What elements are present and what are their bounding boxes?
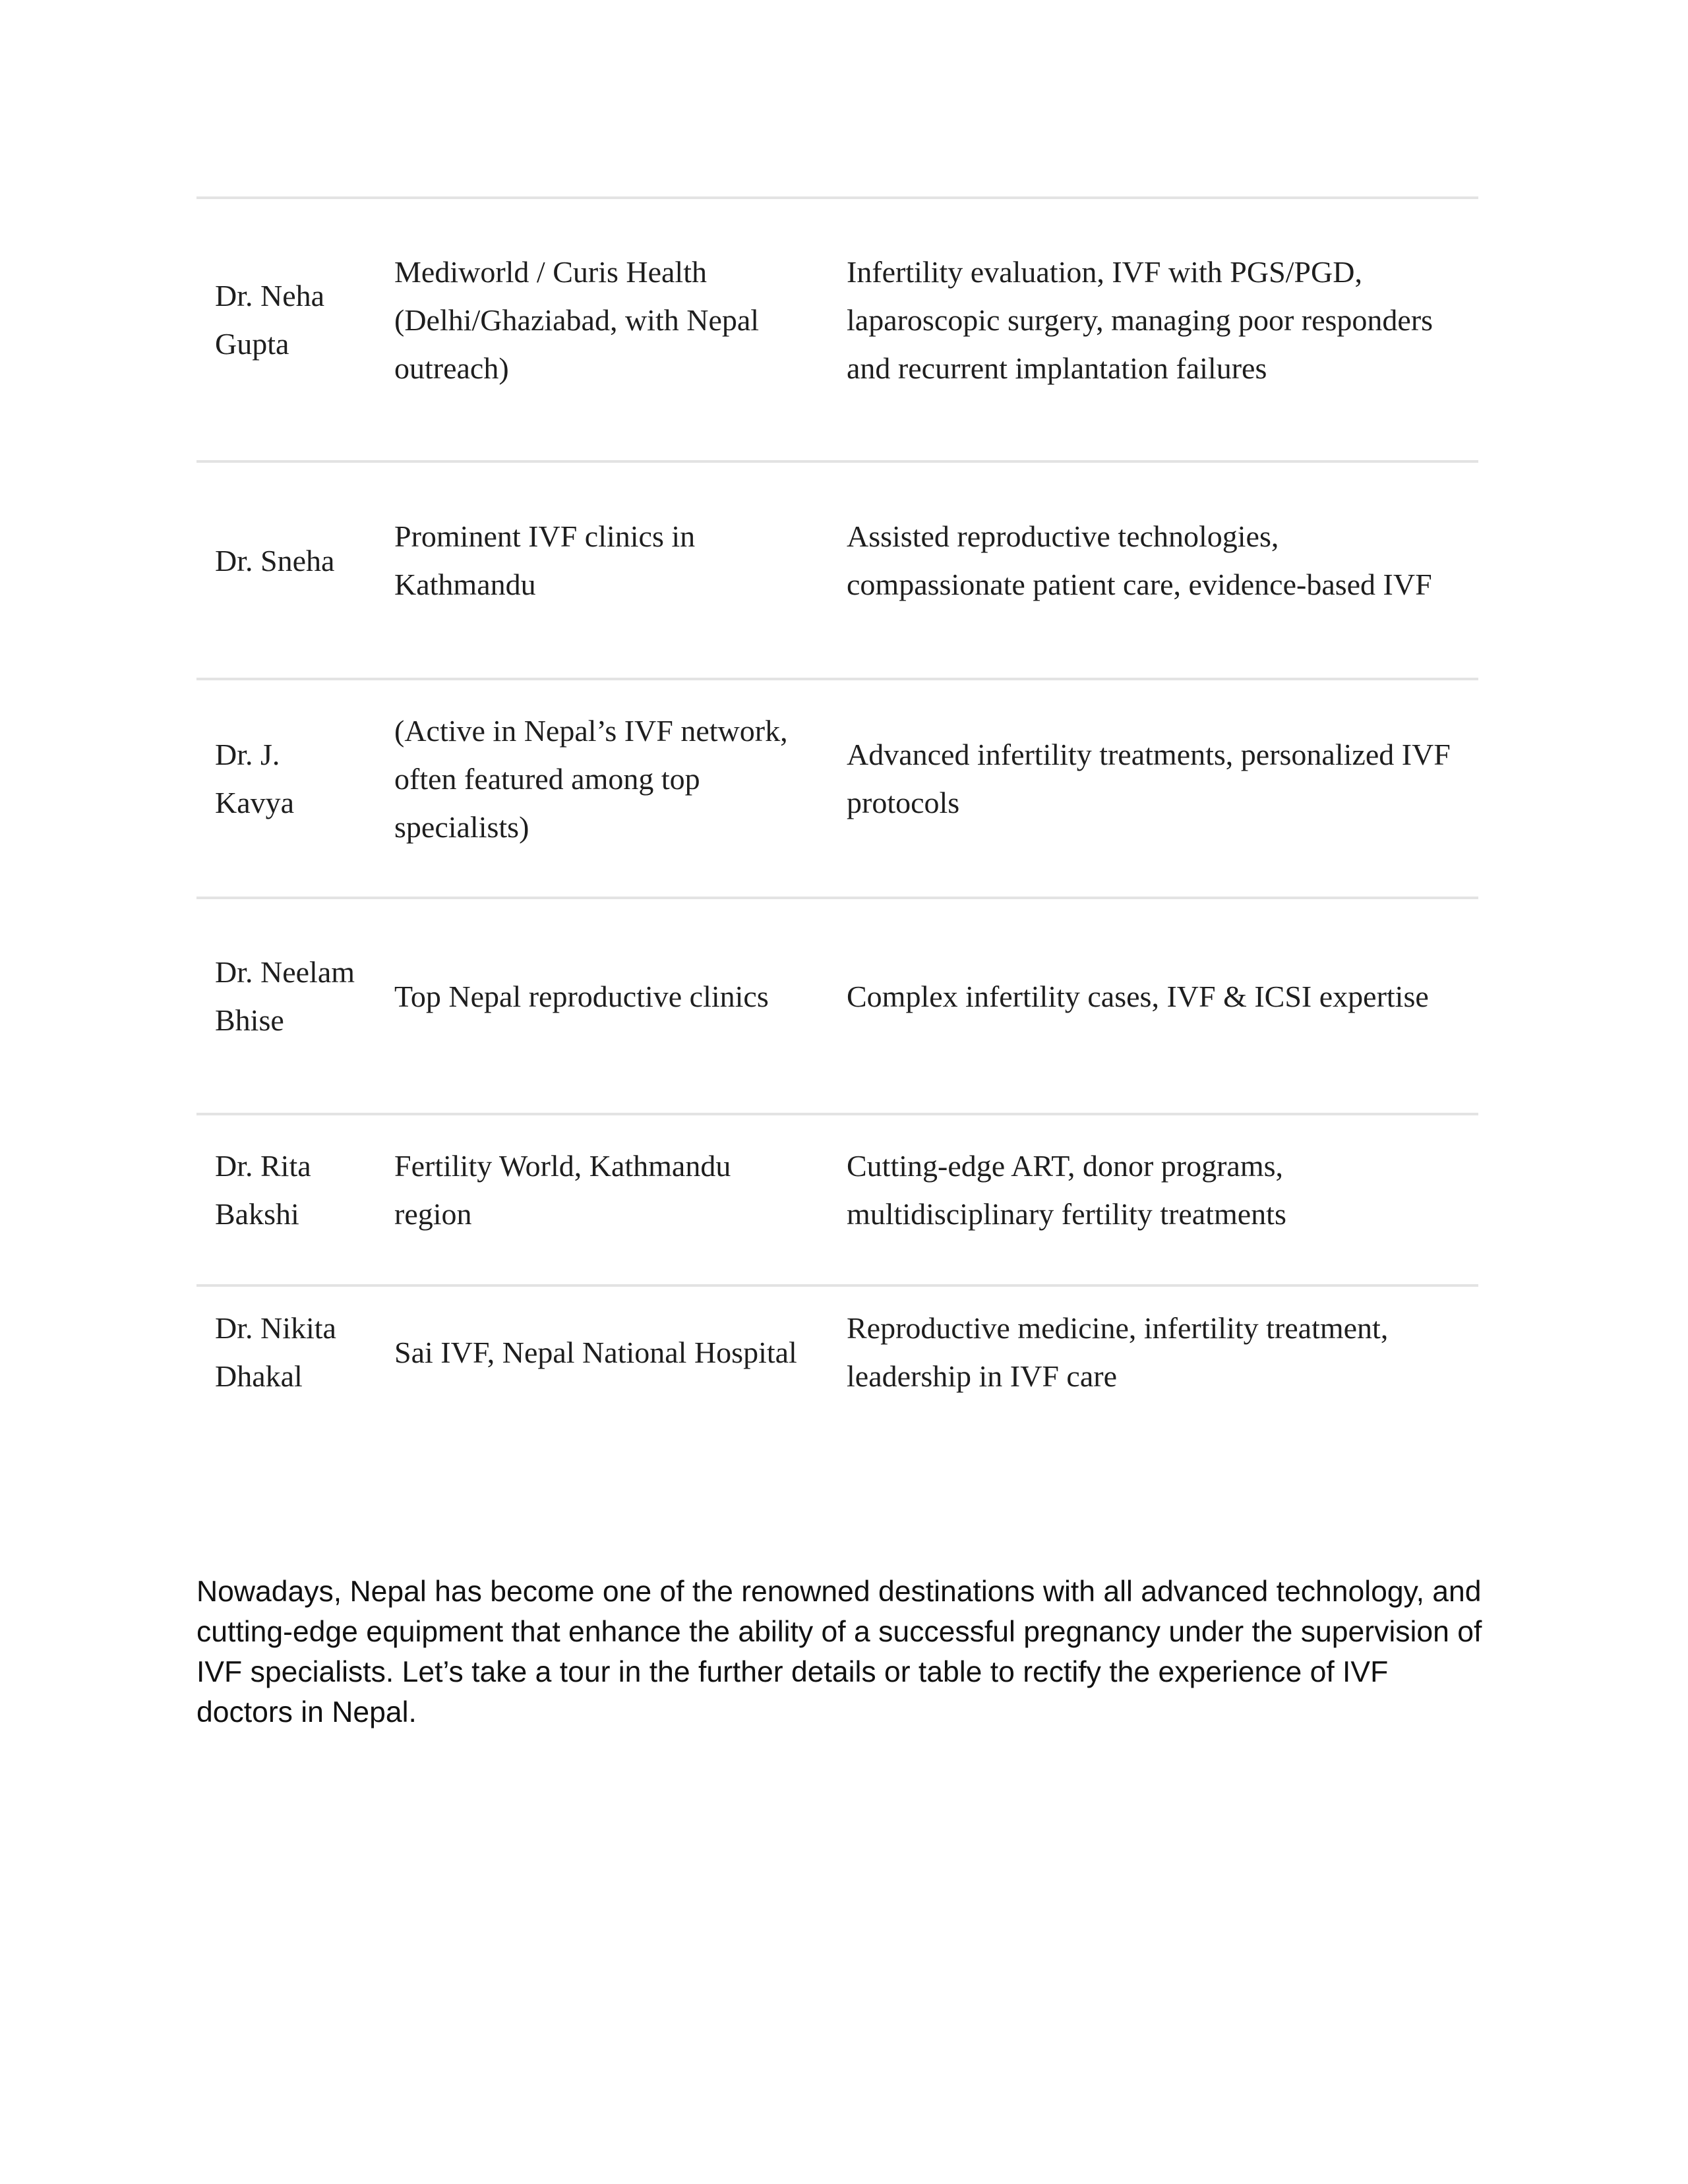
doctor-specialization: Advanced infertility treatments, personalized IVF protocols (847, 738, 1451, 819)
doctor-clinic: Sai IVF, Nepal National Hospital (394, 1335, 797, 1369)
doctor-clinic: Mediworld / Curis Health (Delhi/Ghaziabad, with Nepal outreach) (394, 254, 760, 385)
table-row (196, 461, 1478, 679)
doctor-name: Dr. Rita Bakshi (215, 1149, 311, 1231)
doctor-clinic: Prominent IVF clinics in Kathmandu (394, 519, 696, 601)
table-row (196, 1114, 1478, 1285)
doctor-specialization: Reproductive medicine, infertility treatment, leadership in IVF care (847, 1311, 1389, 1393)
doctor-name: Dr. Nikita Dhakal (215, 1311, 336, 1393)
doctor-clinic: (Active in Nepal’s IVF network, often featured among top specialists) (394, 713, 788, 844)
doctor-specialization: Complex infertility cases, IVF & ICSI expertise (847, 979, 1429, 1013)
table-row (196, 1285, 1478, 1437)
table-row (196, 679, 1478, 898)
table-row (196, 198, 1478, 461)
doctor-name: Dr. J. Kavya (215, 738, 295, 819)
doctor-specialization: Infertility evaluation, IVF with PGS/PGD, laparoscopic surgery, managing poor responders and recurrent implantation failures (847, 254, 1433, 385)
intro-paragraph: Nowadays, Nepal has become one of the renowned destinations with all advanced technology, and cutting-edge equipment that enhance the ability of a successful pregnancy under the supervision of IVF specialists. Let’s take a tour in the further details or table to rectify the experience of IVF doctors in Nepal. (196, 1576, 1482, 1728)
doctor-name: Dr. Sneha (215, 543, 335, 577)
doctor-clinic: Fertility World, Kathmandu region (394, 1149, 731, 1231)
doctor-clinic: Top Nepal reproductive clinics (394, 979, 769, 1013)
doctor-specialization: Assisted reproductive technologies, compassionate patient care, evidence-based IVF (847, 519, 1432, 601)
doctor-name: Dr. Neelam Bhise (215, 955, 355, 1037)
table-row (196, 898, 1478, 1114)
doctor-specialization: Cutting-edge ART, donor programs, multidisciplinary fertility treatments (847, 1149, 1286, 1231)
ivf-doctors-table (196, 196, 1478, 1437)
doctor-name: Dr. Neha Gupta (215, 279, 325, 361)
